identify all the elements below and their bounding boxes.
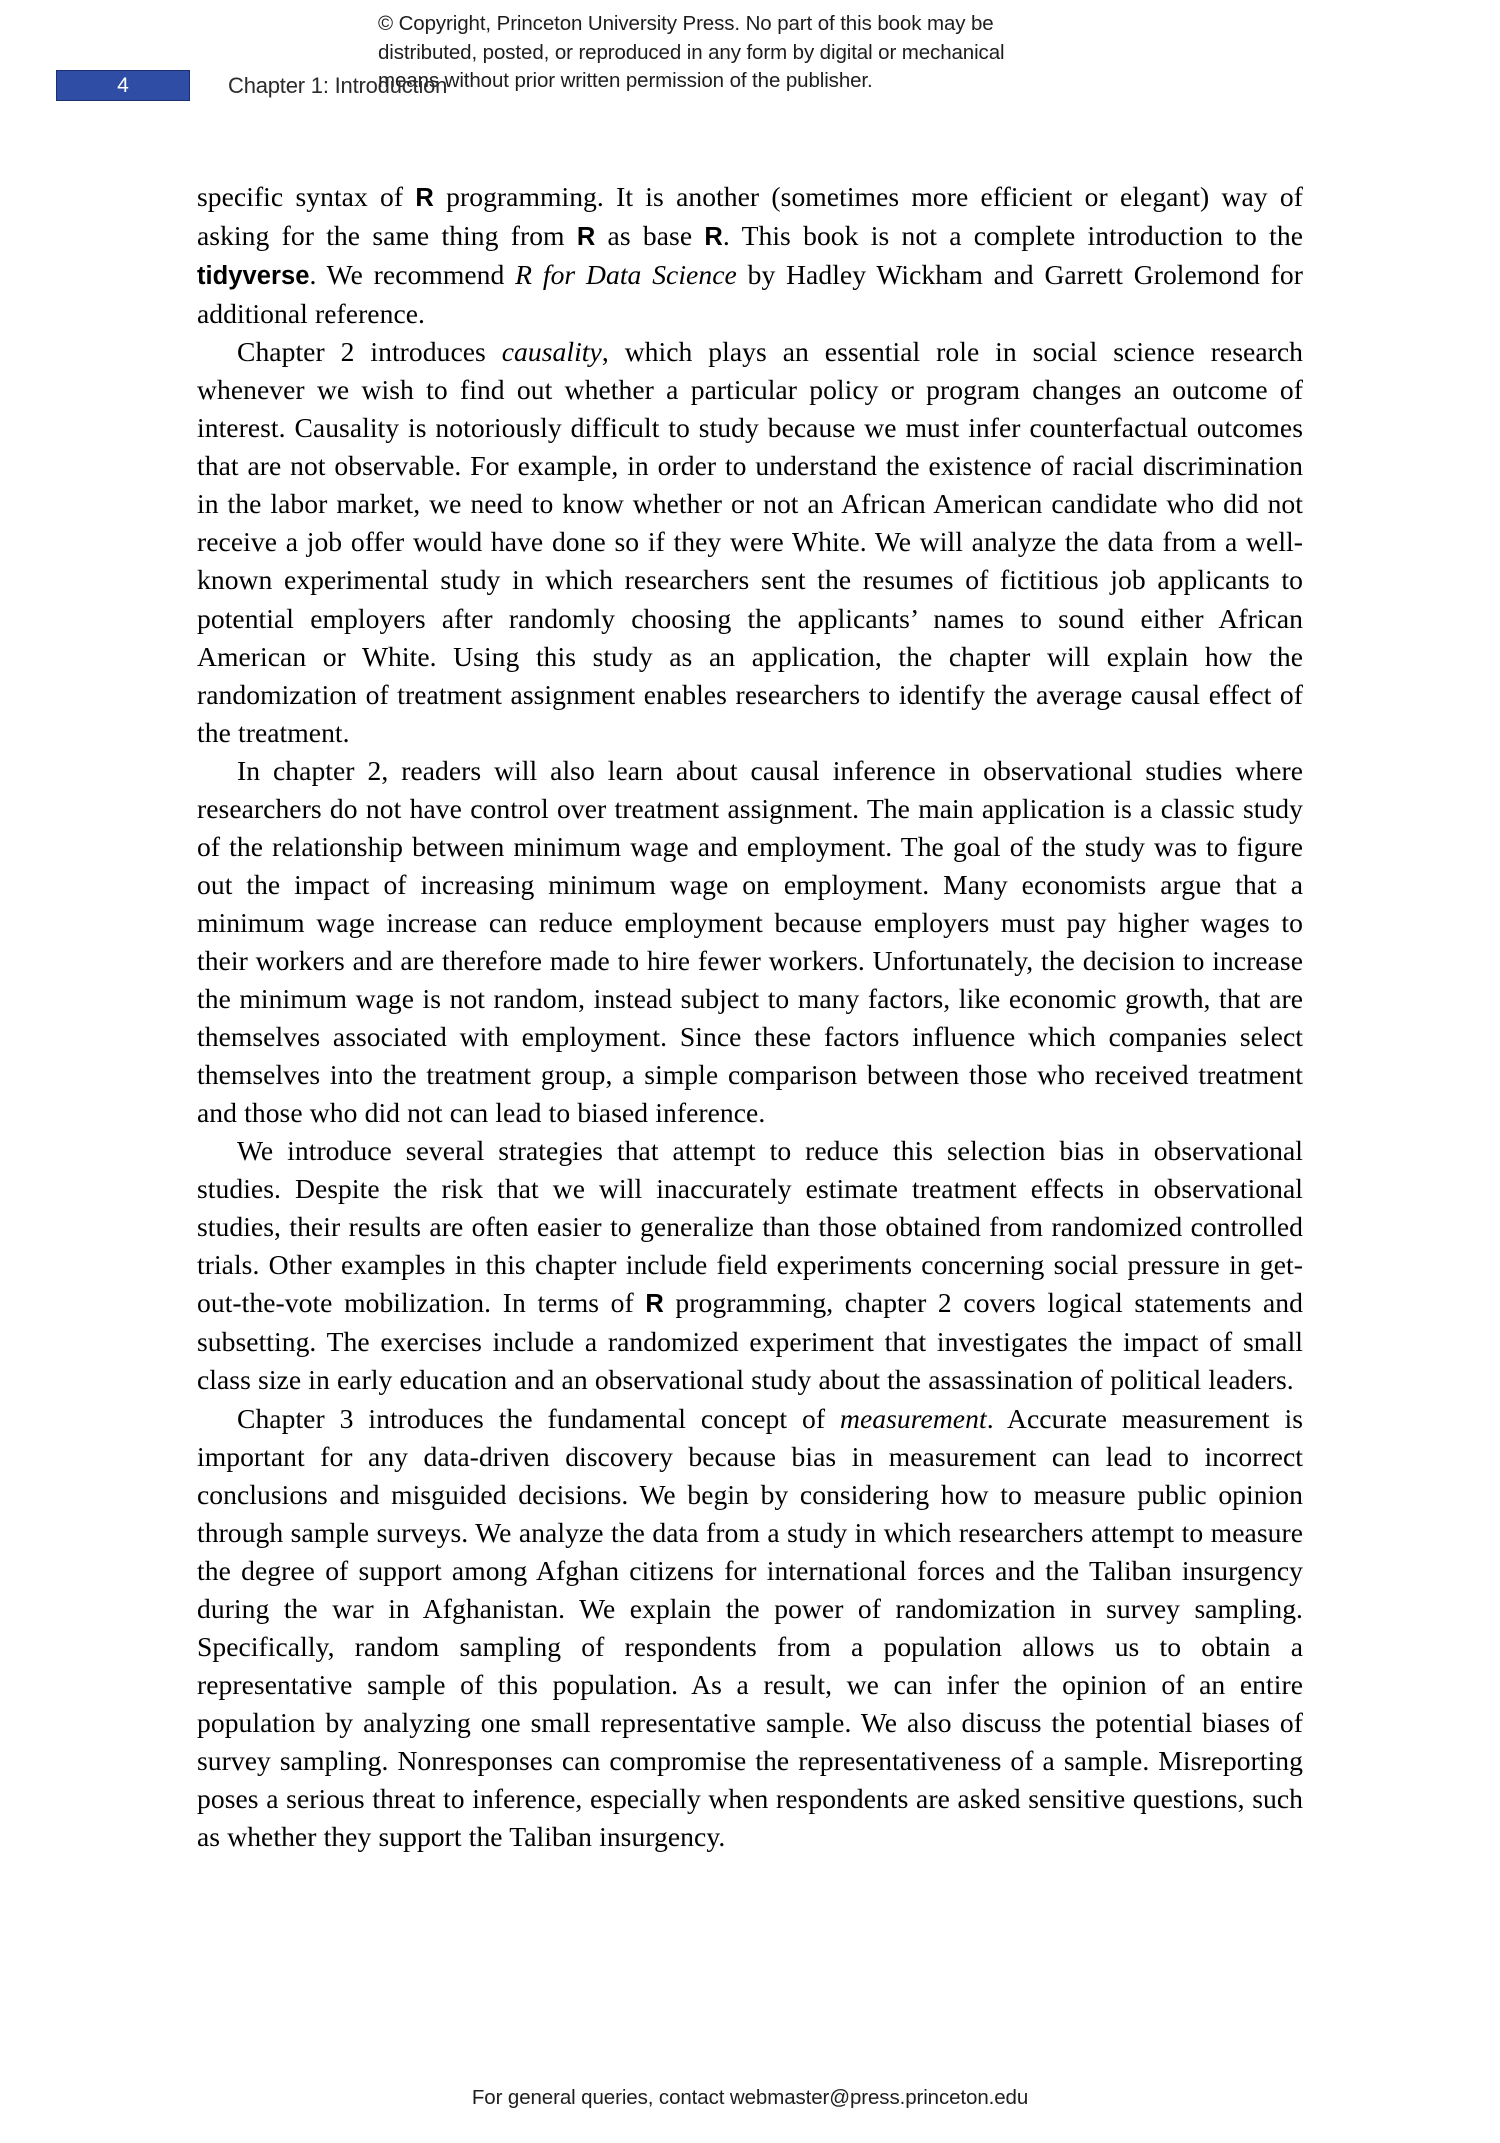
inline-text: . This book is not a complete introduction to the	[722, 220, 1303, 252]
copyright-line-1: © Copyright, Princeton University Press. No part of this book may be	[378, 12, 994, 35]
inline-text: as base	[595, 220, 705, 252]
inline-text: programming, chapter 2 covers logical statements and subsetting. The exercises include a randomized experiment that investigates the impact of small class size in early education and an observational study about the assassination of political leaders.	[197, 1287, 1303, 1396]
paragraph-p2-causality	[197, 333, 1303, 752]
chapter-title: Chapter 1: Introduction	[228, 73, 448, 98]
inline-italic: causality	[501, 336, 602, 368]
inline-text: Chapter 3 introduces the fundamental concept of	[237, 1402, 841, 1434]
inline-text: programming. It is another (sometimes more efficient or elegant) way of asking for the same thing from	[197, 181, 1303, 252]
inline-text: We introduce several strategies that attempt to reduce this selection bias in observational studies. Despite the risk that we will inaccurately estimate treatment effects in observational studies, their results are often easier to generalize than those obtained from randomized controlled trials. Other examples in this chapter include field experiments concerning social pressure in get-out-the-vote mobilization. In terms of	[197, 1135, 1303, 1319]
inline-text: . We recommend	[309, 259, 516, 291]
page-footer: For general queries, contact webmaster@press.princeton.edu	[471, 2086, 1029, 2109]
paragraph-p3-observational	[197, 752, 1303, 1132]
running-head	[0, 70, 1500, 102]
inline-bold: R	[415, 184, 434, 212]
inline-text: In chapter 2, readers will also learn about causal inference in observational studies where researchers do not have control over treatment assignment. The main application is a classic study of the relationship between minimum wage and employment. The goal of the study was to figure out the impact of increasing minimum wage on employment. Many economists argue that a minimum wage increase can reduce employment because employers must pay higher wages to their workers and are therefore made to hire fewer workers. Unfortunately, the decision to increase the minimum wage is not random, instead subject to many factors, like economic growth, that are themselves associated with employment. Since these factors influence which companies select themselves into the treatment group, a simple comparison between those who received treatment and those who did not can lead to biased inference.	[197, 754, 1303, 1129]
inline-text: . Accurate measurement is important for any data-driven discovery because bias in measurement can lead to incorrect conclusions and misguided decisions. We begin by considering how to measure public opinion through sample surveys. We analyze the data from a study in which researchers attempt to measure the degree of support among Afghan citizens for international forces and the Taliban insurgency during the war in Afghanistan. We explain the power of randomization in survey sampling. Specifically, random sampling of respondents from a population allows us to obtain a representative sample of this population. As a result, we can infer the opinion of an entire population by analyzing one small representative sample. We also discuss the potential biases of survey sampling. Nonresponses can compromise the representativeness of a sample. Misreporting poses a serious threat to inference, especially when respondents are asked sensitive questions, such as whether they support the Taliban insurgency.	[197, 1402, 1304, 1853]
inline-bold: R	[576, 223, 596, 252]
copyright-line-2: distributed, posted, or reproduced in any form by digital or mechanical	[378, 40, 1005, 64]
inline-italic: R for Data Science	[515, 259, 737, 291]
copyright-line-3: means without prior written permission of the publisher.	[378, 69, 873, 92]
paragraph-p1-tidyverse	[197, 178, 1303, 333]
inline-text: , which plays an essential role in social science research whenever we wish to find out whether a particular policy or program changes an outcome of interest. Causality is notoriously difficult to study because we must infer counterfactual outcomes that are not observable. For example, in order to understand the existence of racial discrimination in the labor market, we need to know whether or not an African American candidate who did not receive a job offer would have done so if they were White. We will analyze the data from a well-known experimental study in which researchers sent the resumes of fictitious job applicants to potential employers after randomly choosing the applicants’ names to sound either African American or White. Using this study as an application, the chapter will explain how the randomization of treatment assignment enables researchers to identify the average causal effect of the treatment.	[197, 336, 1303, 748]
body-text-column	[197, 178, 1303, 1856]
inline-text: specific syntax of	[197, 181, 416, 212]
inline-italic: measurement	[840, 1402, 987, 1434]
page-number-badge: 4	[56, 70, 190, 101]
inline-text: by Hadley Wickham and Garrett Grolemond for additional reference.	[197, 259, 1303, 330]
paragraph-p5-measurement	[197, 1400, 1303, 1857]
inline-bold: tidyverse	[197, 262, 310, 291]
inline-bold: R	[645, 1290, 664, 1319]
paragraph-p4-selection-bias	[197, 1132, 1303, 1399]
inline-text: Chapter 2 introduces	[237, 336, 502, 368]
inline-bold: R	[704, 223, 723, 252]
